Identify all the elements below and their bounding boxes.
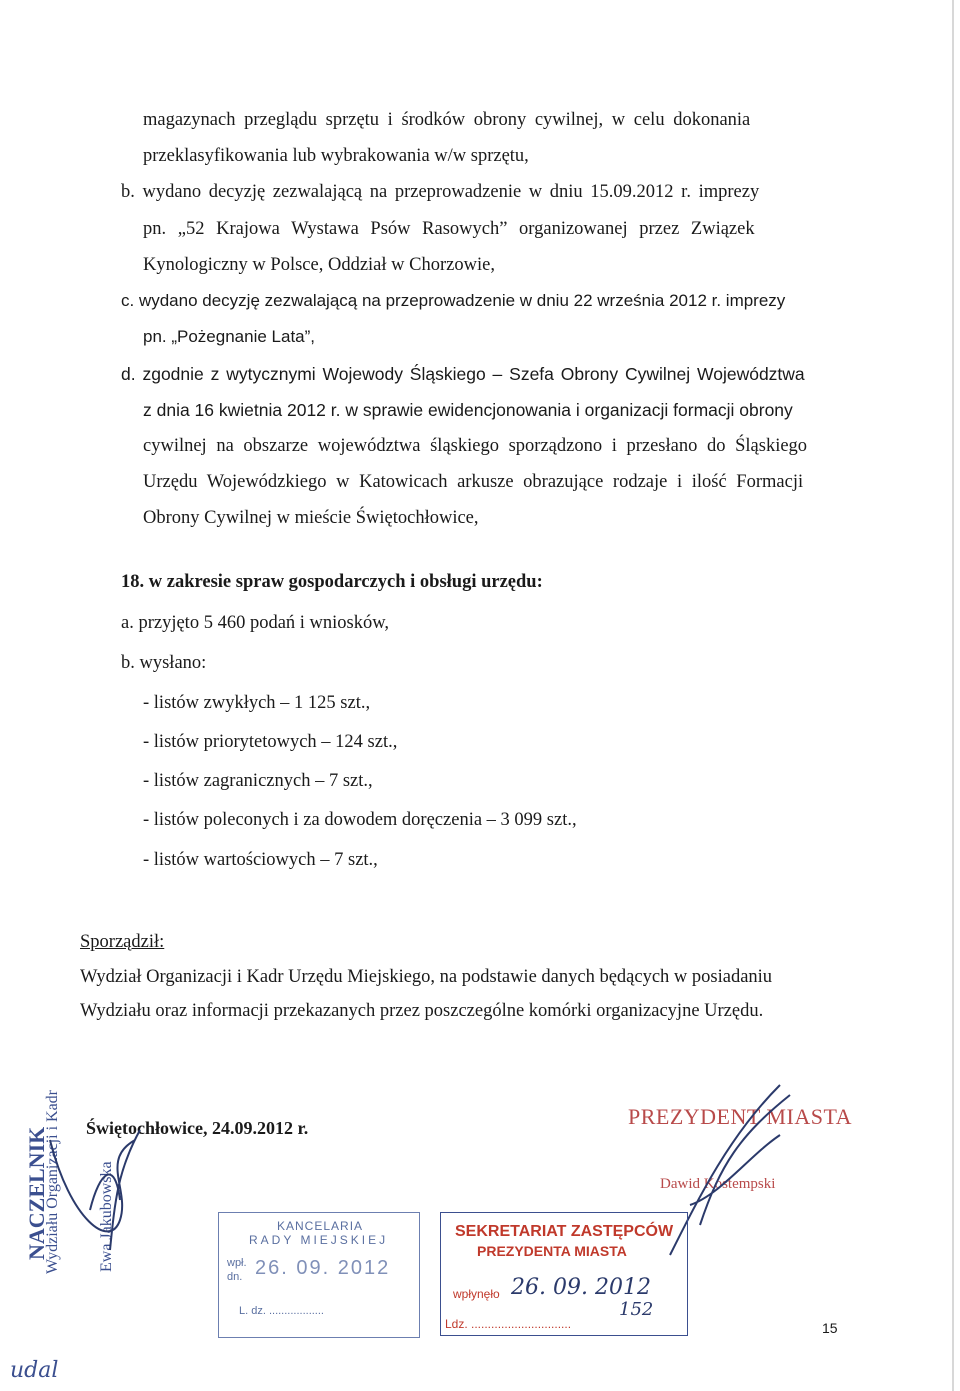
section-item-a: a. przyjęto 5 460 podań i wniosków, xyxy=(121,613,390,633)
mail-item: - listów zagranicznych – 7 szt., xyxy=(143,771,373,791)
list-item-d-cont: z dnia 16 kwietnia 2012 r. w sprawie ewidencjonowania i organizacji formacji obrony xyxy=(143,400,793,420)
stamp-handwritten-date: 26. 09. 2012 xyxy=(511,1275,651,1300)
stamp-text: wpłynęło xyxy=(453,1287,500,1301)
list-item-d-cont: Obrony Cywilnej w mieście Świętochłowice, xyxy=(143,508,479,528)
initials-signature: udal xyxy=(10,1358,59,1383)
president-stamp-name: Dawid Kostempski xyxy=(660,1176,776,1192)
stamp-text: NACZELNIK xyxy=(24,1126,49,1260)
list-item-b-cont: Kynologiczny w Polsce, Oddział w Chorzowie, xyxy=(143,255,495,275)
stamp-text: wpł. xyxy=(227,1257,247,1269)
stamp-text: Wydziału Organizacji i Kadr xyxy=(44,1090,61,1274)
sekretariat-stamp xyxy=(440,1212,688,1336)
prepared-text: Wydziału oraz informacji przekazanych przez poszczególne komórki organizacyjne Urzędu. xyxy=(80,1001,764,1021)
stamp-text: RADY MIEJSKIEJ xyxy=(249,1233,389,1247)
paragraph-line: przeklasyfikowania lub wybrakowania w/w sprzętu, xyxy=(143,146,529,166)
stamp-text: Ldz. .............................. xyxy=(445,1317,572,1331)
signature-image xyxy=(40,1100,160,1260)
mail-item: - listów zwykłych – 1 125 szt., xyxy=(143,693,371,713)
page-edge xyxy=(952,0,954,1391)
page-number: 15 xyxy=(822,1320,838,1336)
prepared-label: Sporządził: xyxy=(80,932,165,952)
stamp-text: dn. xyxy=(227,1271,243,1283)
kancelaria-stamp xyxy=(218,1212,420,1338)
paragraph-line xyxy=(143,109,840,131)
president-stamp-title: PREZYDENT MIASTA xyxy=(628,1104,853,1129)
mail-item: - listów priorytetowych – 124 szt., xyxy=(143,732,398,752)
stamp-text: L. dz. .................. xyxy=(239,1305,324,1317)
list-item-d-cont: cywilnej na obszarze województwa śląskiego sporządzono i przesłano do Śląskiego xyxy=(143,436,808,456)
prepared-text: Wydział Organizacji i Kadr Urzędu Miejskiego, na podstawie danych będących w posiadaniu xyxy=(80,967,773,987)
list-item-c-cont: pn. „Pożegnanie Lata”, xyxy=(143,327,316,346)
stamp-text: Ewa Jakubowska xyxy=(98,1161,115,1272)
section-item-b: b. wysłano: xyxy=(121,653,207,673)
list-item-b: b. wydano decyzję zezwalającą na przeprowadzenie w dniu 15.09.2012 r. imprezy xyxy=(121,182,760,202)
place-date: Świętochłowice, 24.09.2012 r. xyxy=(86,1118,309,1138)
mail-item: - listów wartościowych – 7 szt., xyxy=(143,850,378,870)
list-item-b-cont: pn. „52 Krajowa Wystawa Psów Rasowych” organizowanej przez Związek xyxy=(143,219,755,239)
stamp-text: SEKRETARIAT ZASTĘPCÓW xyxy=(455,1223,674,1240)
stamp-handwritten-number: 152 xyxy=(619,1299,654,1320)
mail-item: - listów poleconych i za dowodem doręczenia – 3 099 szt., xyxy=(143,810,577,830)
text: magazynach przeglądu sprzętu i środków obrony cywilnej, w celu dokonania xyxy=(143,110,751,130)
stamp-date: 26. 09. 2012 xyxy=(255,1257,391,1279)
stamp-text: PREZYDENTA MIASTA xyxy=(477,1243,627,1259)
list-item-d-cont: Urzędu Wojewódzkiego w Katowicach arkusze obrazujące rodzaje i ilość Formacji xyxy=(143,472,804,492)
list-item-d: d. zgodnie z wytycznymi Wojewody Śląskiego – Szefa Obrony Cywilnej Województwa xyxy=(121,364,805,384)
list-item-c: c. wydano decyzję zezwalającą na przeprowadzenie w dniu 22 września 2012 r. imprezy xyxy=(121,291,786,310)
section-heading: 18. w zakresie spraw gospodarczych i obsługi urzędu: xyxy=(121,572,543,592)
stamp-text: KANCELARIA xyxy=(277,1219,364,1233)
